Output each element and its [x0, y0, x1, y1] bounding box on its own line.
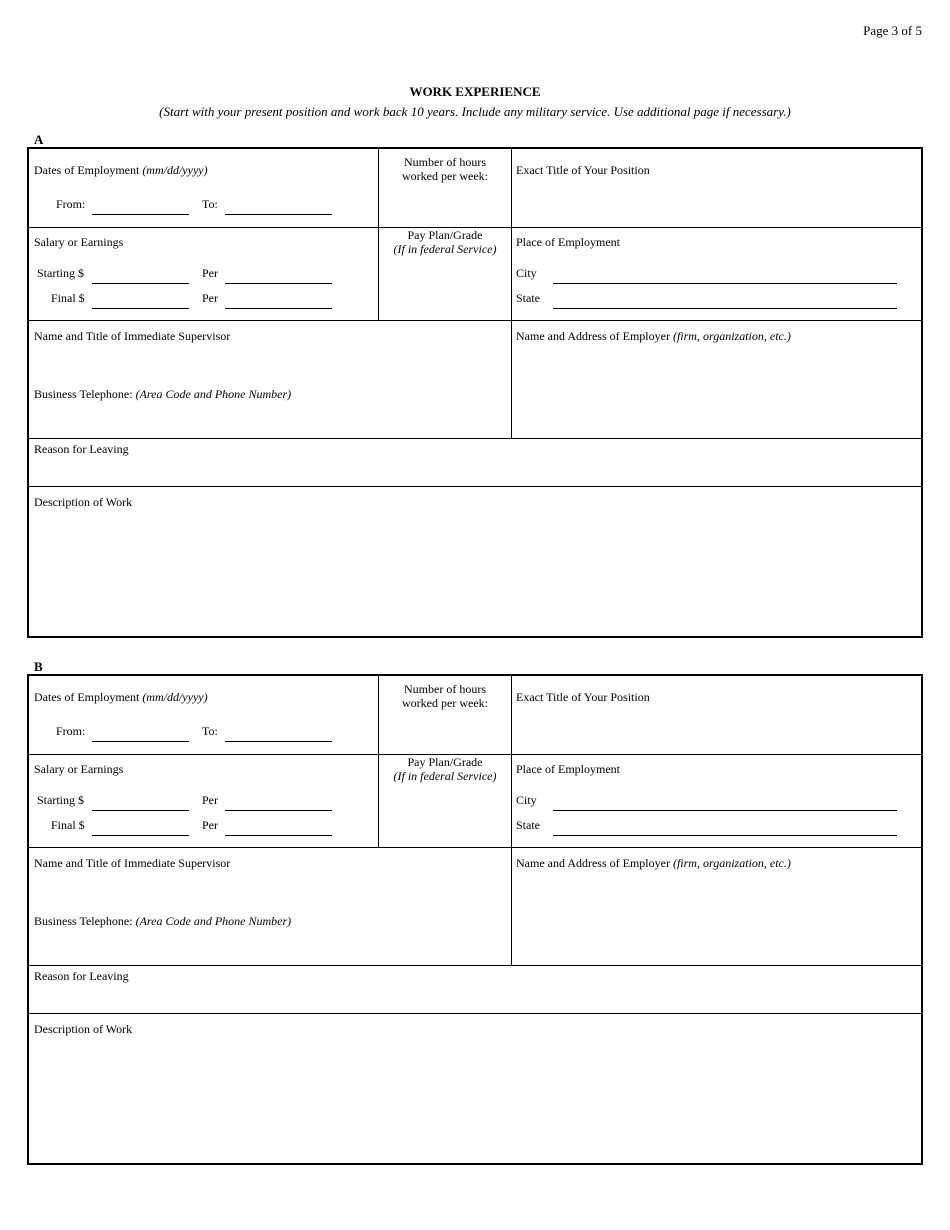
supervisor-label: Name and Title of Immediate Supervisor — [34, 856, 231, 870]
dates-label: Dates of Employment (mm/dd/yyyy) — [34, 690, 208, 704]
page-title: WORK EXPERIENCE — [409, 84, 541, 99]
final-per-field[interactable] — [225, 821, 332, 836]
starting-per-field[interactable] — [225, 796, 332, 811]
final-salary-field[interactable] — [92, 821, 189, 836]
final-salary-field[interactable] — [92, 294, 189, 309]
section-a-form — [27, 147, 923, 638]
hours-label: Number of hours worked per week: — [402, 682, 488, 710]
state-label: State — [516, 818, 540, 832]
state-label: State — [516, 291, 540, 305]
supervisor-field[interactable] — [34, 351, 504, 365]
section-b-form — [27, 674, 923, 1165]
phone-label: Business Telephone: (Area Code and Phone Number) — [34, 914, 292, 928]
place-label: Place of Employment — [516, 762, 620, 776]
employer-label: Name and Address of Employer (firm, organization, etc.) — [516, 856, 791, 870]
from-date-field[interactable] — [92, 727, 189, 742]
salary-label: Salary or Earnings — [34, 762, 124, 776]
to-label: To: — [202, 724, 218, 738]
to-date-field[interactable] — [225, 727, 332, 742]
starting-label: Starting $ — [37, 266, 84, 280]
pay-plan-label: Pay Plan/Grade (If in federal Service) — [393, 228, 497, 256]
city-label: City — [516, 793, 537, 807]
divider — [29, 965, 921, 966]
pay-plan-label: Pay Plan/Grade (If in federal Service) — [393, 755, 497, 783]
divider — [29, 320, 921, 321]
from-date-field[interactable] — [92, 200, 189, 215]
city-field[interactable] — [553, 796, 897, 811]
state-field[interactable] — [553, 294, 897, 309]
from-label: From: — [56, 197, 86, 211]
position-title-field[interactable] — [516, 710, 911, 724]
dates-label: Dates of Employment (mm/dd/yyyy) — [34, 163, 208, 177]
section-a-label: A — [34, 132, 44, 147]
instructions: (Start with your present position and work back 10 years. Include any military service. Use additional page if necessary.) — [159, 104, 791, 119]
divider — [29, 847, 921, 848]
from-label: From: — [56, 724, 86, 738]
divider — [29, 1013, 921, 1014]
per-label: Per — [202, 291, 218, 305]
pay-plan-field[interactable] — [391, 796, 499, 810]
starting-label: Starting $ — [37, 793, 84, 807]
divider — [29, 438, 921, 439]
salary-label: Salary or Earnings — [34, 235, 124, 249]
pay-plan-field[interactable] — [391, 269, 499, 283]
city-field[interactable] — [553, 269, 897, 284]
divider — [511, 149, 512, 439]
divider — [29, 486, 921, 487]
place-label: Place of Employment — [516, 235, 620, 249]
final-per-field[interactable] — [225, 294, 332, 309]
phone-field[interactable] — [34, 407, 504, 421]
final-label: Final $ — [51, 291, 85, 305]
section-b-label: B — [34, 659, 43, 674]
city-label: City — [516, 266, 537, 280]
divider — [511, 676, 512, 966]
employer-field[interactable] — [516, 878, 911, 892]
page-number: Page 3 of 5 — [863, 23, 922, 38]
phone-label: Business Telephone: (Area Code and Phone Number) — [34, 387, 292, 401]
description-label: Description of Work — [34, 1022, 133, 1036]
hours-label: Number of hours worked per week: — [402, 155, 488, 183]
per-label: Per — [202, 266, 218, 280]
to-label: To: — [202, 197, 218, 211]
reason-label: Reason for Leaving — [34, 969, 129, 983]
description-field[interactable] — [34, 1042, 914, 1056]
starting-per-field[interactable] — [225, 269, 332, 284]
employer-label: Name and Address of Employer (firm, organization, etc.) — [516, 329, 791, 343]
description-field[interactable] — [34, 515, 914, 529]
starting-salary-field[interactable] — [92, 796, 189, 811]
hours-field[interactable] — [391, 191, 499, 205]
per-label: Per — [202, 818, 218, 832]
starting-salary-field[interactable] — [92, 269, 189, 284]
supervisor-label: Name and Title of Immediate Supervisor — [34, 329, 231, 343]
final-label: Final $ — [51, 818, 85, 832]
phone-field[interactable] — [34, 934, 504, 948]
hours-field[interactable] — [391, 718, 499, 732]
employer-field[interactable] — [516, 351, 911, 365]
to-date-field[interactable] — [225, 200, 332, 215]
per-label: Per — [202, 793, 218, 807]
position-title-label: Exact Title of Your Position — [516, 163, 650, 177]
reason-field[interactable] — [34, 988, 914, 1002]
reason-field[interactable] — [34, 461, 914, 475]
position-title-field[interactable] — [516, 183, 911, 197]
state-field[interactable] — [553, 821, 897, 836]
position-title-label: Exact Title of Your Position — [516, 690, 650, 704]
reason-label: Reason for Leaving — [34, 442, 129, 456]
supervisor-field[interactable] — [34, 878, 504, 892]
description-label: Description of Work — [34, 495, 133, 509]
